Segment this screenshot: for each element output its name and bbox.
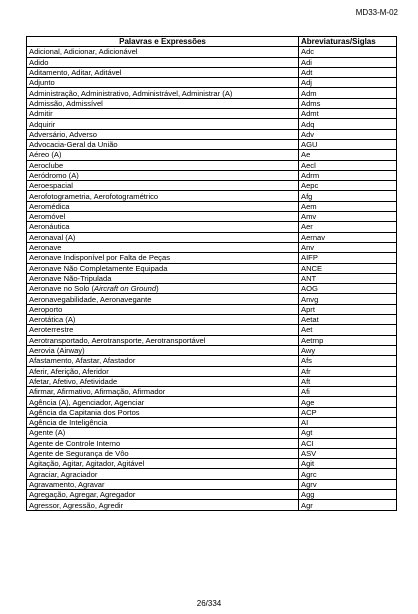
term-cell: Aeródromo (A) [27,170,299,180]
abbreviation-cell: Aepc [299,181,397,191]
term-cell: Adjunto [27,78,299,88]
table-row [27,325,397,335]
abbreviation-cell: Agit [299,459,397,469]
abbreviation-cell: ACP [299,407,397,417]
abbreviation-cell: AIFP [299,253,397,263]
term-cell: Aeromédica [27,201,299,211]
term-cell: Aeroclube [27,160,299,170]
table-row [27,78,397,88]
term-cell: Aeronavegabilidade, Aeronavegante [27,294,299,304]
term-cell: Aerotática (A) [27,315,299,325]
term-cell: Agitação, Agitar, Agitador, Agitável [27,459,299,469]
term-cell: Aeronáutica [27,222,299,232]
abbreviation-cell: Admt [299,109,397,119]
table-row [27,139,397,149]
abbreviation-cell: Aft [299,376,397,386]
abbreviation-cell: Adq [299,119,397,129]
term-cell: Aeroporto [27,304,299,314]
term-cell: Adversário, Adverso [27,129,299,139]
abbreviation-cell: Awy [299,345,397,355]
table-row [27,170,397,180]
abbreviation-cell: Amv [299,212,397,222]
term-cell: Advocacia-Geral da União [27,139,299,149]
abbreviation-cell: Adj [299,78,397,88]
abbreviation-cell: ANT [299,273,397,283]
abbreviation-cell: AGU [299,139,397,149]
table-row [27,315,397,325]
term-cell: Afastamento, Afastar, Afastador [27,356,299,366]
table-row [27,222,397,232]
term-cell: Aerotransportado, Aerotransporte, Aerotransportável [27,335,299,345]
abbreviation-cell: ACI [299,438,397,448]
term-cell: Admissão, Admissível [27,98,299,108]
table-row [27,150,397,160]
term-cell: Aeroterrestre [27,325,299,335]
table-row [27,273,397,283]
table-row [27,397,397,407]
abbreviation-cell: Aem [299,201,397,211]
abbreviation-cell: Agt [299,428,397,438]
abbreviation-cell: Afg [299,191,397,201]
column-header-abbreviations: Abreviaturas/Siglas [299,37,397,47]
term-cell: Aeronave [27,242,299,252]
abbreviation-cell: Ae [299,150,397,160]
abbreviation-cell: Adms [299,98,397,108]
table-row [27,376,397,386]
table-row [27,335,397,345]
term-cell: Aeronaval (A) [27,232,299,242]
abbreviation-cell: ASV [299,448,397,458]
term-cell: Agravamento, Agravar [27,479,299,489]
abbreviation-cell: Afs [299,356,397,366]
abbreviation-cell: Afi [299,387,397,397]
term-cell: Aeronave Não Completamente Equipada [27,263,299,273]
table-row [27,47,397,57]
abbreviation-cell: Agrv [299,479,397,489]
term-cell: Adicional, Adicionar, Adicionável [27,47,299,57]
abbreviation-cell: Aernav [299,232,397,242]
table-row [27,67,397,77]
term-cell: Aferir, Aferição, Aferidor [27,366,299,376]
abbreviation-cell: Aet [299,325,397,335]
table-row [27,428,397,438]
table-row [27,417,397,427]
table-row [27,448,397,458]
term-cell: Adido [27,57,299,67]
abbreviation-cell: Agrc [299,469,397,479]
abbreviation-cell: Adt [299,67,397,77]
abbreviation-cell: Age [299,397,397,407]
term-cell: Aeromóvel [27,212,299,222]
abbreviation-cell: Anv [299,242,397,252]
term-cell: Agente (A) [27,428,299,438]
table-row [27,356,397,366]
term-cell: Agência da Capitania dos Portos [27,407,299,417]
term-cell: Administração, Administrativo, Administrável, Administrar (A) [27,88,299,98]
table-row [27,57,397,67]
abbreviation-cell: Afr [299,366,397,376]
abbreviation-cell: Adi [299,57,397,67]
term-cell: Afirmar, Afirmativo, Afirmação, Afirmador [27,387,299,397]
term-cell: Aerofotogrametria, Aerofotogramétrico [27,191,299,201]
table-row [27,129,397,139]
table-row [27,284,397,294]
term-cell: Aeronave Não-Tripulada [27,273,299,283]
table-row [27,160,397,170]
document-code: MD33-M-02 [355,8,398,17]
term-cell: Aeronave no Solo (Aircraft on Ground) [27,284,299,294]
table-row [27,490,397,500]
term-cell: Agência de Inteligência [27,417,299,427]
term-cell: Aeroespacial [27,181,299,191]
table-row [27,242,397,252]
abbreviation-cell: Anvg [299,294,397,304]
term-cell: Aéreo (A) [27,150,299,160]
table-row [27,479,397,489]
abbreviation-cell: Agr [299,500,397,510]
abbreviation-cell: Aetrnp [299,335,397,345]
abbreviation-cell: AOG [299,284,397,294]
abbreviation-cell: Aecl [299,160,397,170]
abbreviation-cell: Adm [299,88,397,98]
abbreviations-table [26,36,397,511]
term-italic: Aircraft on Ground [94,284,157,294]
table-row [27,191,397,201]
table-row [27,212,397,222]
table-row [27,500,397,510]
table-row [27,438,397,448]
term-cell: Aerovia (Airway) [27,345,299,355]
table-row [27,119,397,129]
table-row [27,253,397,263]
abbreviation-cell: Adv [299,129,397,139]
abbreviation-cell: Agg [299,490,397,500]
table-row [27,232,397,242]
term-cell: Agente de Segurança de Vôo [27,448,299,458]
table-row [27,387,397,397]
term-cell: Agraciar, Agraciador [27,469,299,479]
term-cell: Agência (A), Agenciador, Agenciar [27,397,299,407]
table-row [27,304,397,314]
term-cell: Agente de Controle Interno [27,438,299,448]
table-row [27,109,397,119]
abbreviation-cell: Adc [299,47,397,57]
term-cell: Aditamento, Aditar, Aditável [27,67,299,77]
abbreviation-cell: Aetat [299,315,397,325]
table-row [27,469,397,479]
term-cell: Agressor, Agressão, Agredir [27,500,299,510]
abbreviation-cell: ANCE [299,263,397,273]
term-cell: Afetar, Afetivo, Afetividade [27,376,299,386]
term-cell: Adquirir [27,119,299,129]
table-row [27,98,397,108]
table-header-row [27,37,397,47]
term-cell: Agregação, Agregar, Agregador [27,490,299,500]
table-row [27,181,397,191]
table-row [27,407,397,417]
column-header-words: Palavras e Expressões [27,37,299,47]
page-number: 26/334 [196,599,222,608]
table-row [27,263,397,273]
term-cell: Admitir [27,109,299,119]
table-row [27,201,397,211]
table-row [27,345,397,355]
table-row [27,366,397,376]
table-row [27,88,397,98]
term-cell: Aeronave Indisponível por Falta de Peças [27,253,299,263]
abbreviation-cell: AI [299,417,397,427]
abbreviation-cell: Adrm [299,170,397,180]
table-row [27,294,397,304]
abbreviation-cell: Aprt [299,304,397,314]
abbreviation-cell: Aer [299,222,397,232]
table-row [27,459,397,469]
